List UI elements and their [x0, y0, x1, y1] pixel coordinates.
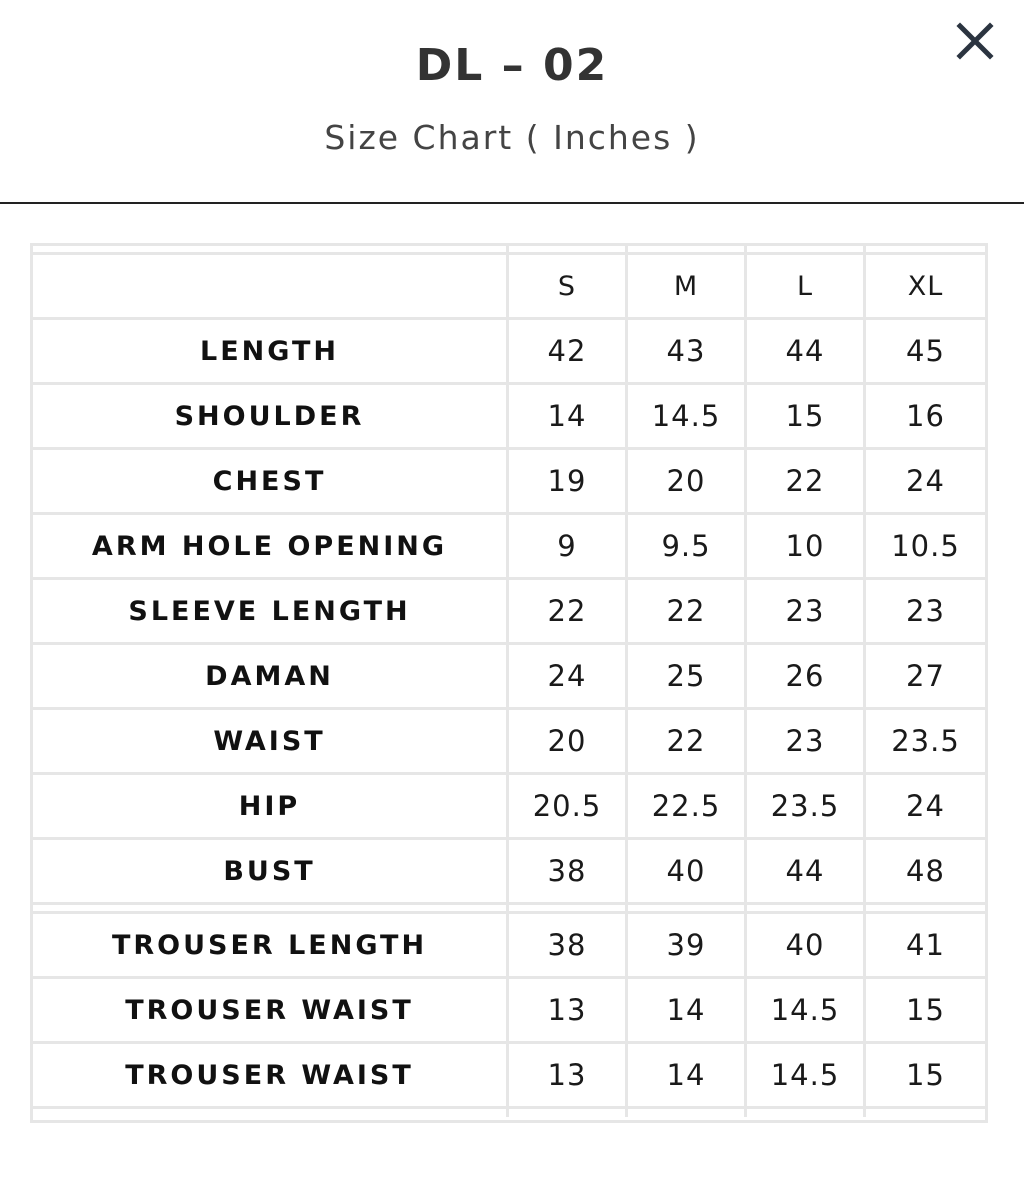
column-header-label	[33, 255, 509, 320]
cell-value: 41	[866, 914, 985, 979]
header-divider	[0, 202, 1024, 204]
size-chart-table	[33, 246, 985, 1117]
cell-value: 45	[866, 320, 985, 385]
cell-value: 22	[747, 450, 866, 515]
cell-value: 20	[628, 450, 747, 515]
cell-value: 22	[628, 580, 747, 645]
row-label: DAMAN	[33, 645, 509, 710]
cell-value: 20	[509, 710, 628, 775]
row-label: HIP	[33, 775, 509, 840]
cell-value: 10	[747, 515, 866, 580]
page-title: DL – 02	[415, 40, 609, 91]
cell-value: 27	[866, 645, 985, 710]
table-row	[33, 450, 985, 515]
cell-value: 40	[628, 840, 747, 905]
cell-value: 40	[747, 914, 866, 979]
cell-value: 24	[866, 775, 985, 840]
table-row	[33, 1044, 985, 1109]
cell-value: 22.5	[628, 775, 747, 840]
cell-value: 24	[509, 645, 628, 710]
cell-value: 44	[747, 840, 866, 905]
column-header-m: M	[628, 255, 747, 320]
cell-value: 23	[747, 580, 866, 645]
cell-value: 15	[747, 385, 866, 450]
size-chart-table-wrapper	[30, 243, 988, 1123]
column-header-l: L	[747, 255, 866, 320]
row-label: WAIST	[33, 710, 509, 775]
cell-value: 42	[509, 320, 628, 385]
table-spacer-row	[33, 905, 985, 914]
row-label: SLEEVE LENGTH	[33, 580, 509, 645]
cell-value: 39	[628, 914, 747, 979]
row-label: BUST	[33, 840, 509, 905]
row-label: CHEST	[33, 450, 509, 515]
cell-value: 48	[866, 840, 985, 905]
cell-value: 14	[509, 385, 628, 450]
table-row	[33, 515, 985, 580]
row-label: TROUSER LENGTH	[33, 914, 509, 979]
table-row	[33, 979, 985, 1044]
page-subtitle: Size Chart ( Inches )	[324, 118, 700, 157]
cell-value: 14.5	[747, 979, 866, 1044]
cell-value: 14.5	[628, 385, 747, 450]
table-row	[33, 645, 985, 710]
row-label: LENGTH	[33, 320, 509, 385]
table-row	[33, 775, 985, 840]
cell-value: 26	[747, 645, 866, 710]
row-label: SHOULDER	[33, 385, 509, 450]
table-row	[33, 840, 985, 905]
cell-value: 16	[866, 385, 985, 450]
cell-value: 23.5	[866, 710, 985, 775]
cell-value: 43	[628, 320, 747, 385]
cell-value: 14	[628, 1044, 747, 1109]
table-row	[33, 710, 985, 775]
column-header-xl: XL	[866, 255, 985, 320]
cell-value: 24	[866, 450, 985, 515]
cell-value: 23	[747, 710, 866, 775]
table-row	[33, 385, 985, 450]
table-header-row	[33, 255, 985, 320]
cell-value: 9	[509, 515, 628, 580]
cell-value: 14	[628, 979, 747, 1044]
column-header-s: S	[509, 255, 628, 320]
cell-value: 22	[509, 580, 628, 645]
cell-value: 23.5	[747, 775, 866, 840]
cell-value: 14.5	[747, 1044, 866, 1109]
cell-value: 9.5	[628, 515, 747, 580]
row-label: TROUSER WAIST	[33, 979, 509, 1044]
cell-value: 38	[509, 840, 628, 905]
table-row	[33, 580, 985, 645]
table-spacer-row	[33, 1109, 985, 1117]
cell-value: 22	[628, 710, 747, 775]
table-row	[33, 914, 985, 979]
cell-value: 25	[628, 645, 747, 710]
cell-value: 23	[866, 580, 985, 645]
table-row	[33, 320, 985, 385]
cell-value: 13	[509, 1044, 628, 1109]
cell-value: 38	[509, 914, 628, 979]
cell-value: 20.5	[509, 775, 628, 840]
cell-value: 19	[509, 450, 628, 515]
row-label: TROUSER WAIST	[33, 1044, 509, 1109]
cell-value: 15	[866, 979, 985, 1044]
row-label: ARM HOLE OPENING	[33, 515, 509, 580]
cell-value: 13	[509, 979, 628, 1044]
cell-value: 15	[866, 1044, 985, 1109]
cell-value: 10.5	[866, 515, 985, 580]
table-spacer-row	[33, 246, 985, 255]
cell-value: 44	[747, 320, 866, 385]
